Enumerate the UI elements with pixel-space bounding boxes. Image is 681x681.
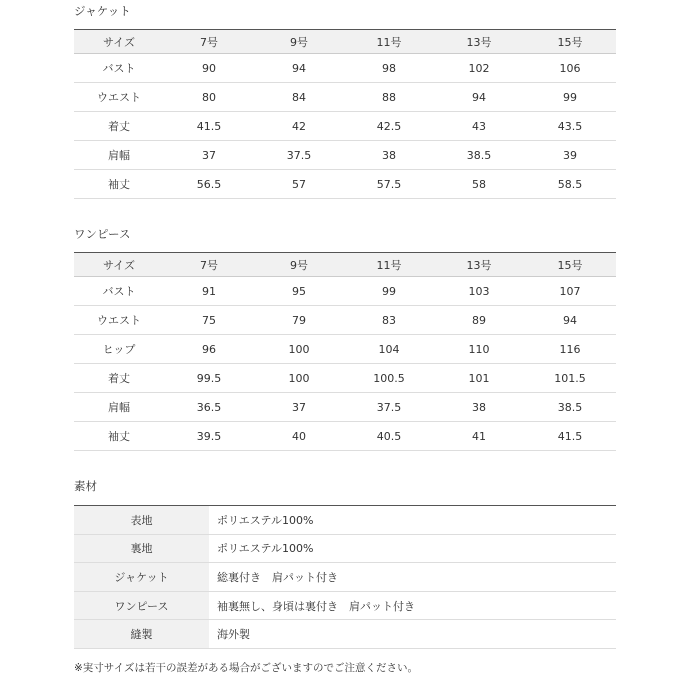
header-cell: 15号 <box>524 30 616 54</box>
row-label: 袖丈 <box>74 170 164 199</box>
cell-value: 103 <box>434 277 524 306</box>
size-disclaimer-note: ※実寸サイズは若干の誤差がある場合がございますのでご注意ください。 <box>74 662 418 674</box>
material-table <box>74 505 616 649</box>
cell-value: 95 <box>254 277 344 306</box>
header-cell: 13号 <box>434 253 524 277</box>
table-row <box>74 422 616 451</box>
cell-value: 36.5 <box>164 393 254 422</box>
cell-value: 57 <box>254 170 344 199</box>
cell-value: 88 <box>344 83 434 112</box>
cell-value: 41 <box>434 422 524 451</box>
table-row <box>74 335 616 364</box>
cell-value: 42 <box>254 112 344 141</box>
cell-value: 41.5 <box>164 112 254 141</box>
cell-value: 41.5 <box>524 422 616 451</box>
onepiece-section-title: ワンピース <box>74 227 131 241</box>
header-cell: 11号 <box>344 253 434 277</box>
header-cell: 13号 <box>434 30 524 54</box>
cell-value: 94 <box>524 306 616 335</box>
cell-value: 106 <box>524 54 616 83</box>
cell-value: 58 <box>434 170 524 199</box>
cell-value: 39 <box>524 141 616 170</box>
table-row <box>74 506 616 535</box>
table-row <box>74 393 616 422</box>
cell-value: 43.5 <box>524 112 616 141</box>
row-label: 表地 <box>74 506 209 535</box>
cell-value: 99 <box>524 83 616 112</box>
material-section-title: 素材 <box>74 479 97 493</box>
cell-value: 94 <box>254 54 344 83</box>
cell-value: 42.5 <box>344 112 434 141</box>
jacket-section-title: ジャケット <box>74 4 131 18</box>
cell-value: 37.5 <box>344 393 434 422</box>
cell-value: 40 <box>254 422 344 451</box>
cell-value: 96 <box>164 335 254 364</box>
cell-value: 104 <box>344 335 434 364</box>
cell-value: 83 <box>344 306 434 335</box>
row-label: ジャケット <box>74 563 209 592</box>
cell-value: 116 <box>524 335 616 364</box>
table-row <box>74 364 616 393</box>
header-cell: サイズ <box>74 30 164 54</box>
cell-value: 海外製 <box>209 620 616 649</box>
cell-value: 袖裏無し、身頃は裏付き 肩パット付き <box>209 591 616 620</box>
cell-value: 37 <box>164 141 254 170</box>
header-cell: 9号 <box>254 30 344 54</box>
row-label: 着丈 <box>74 364 164 393</box>
cell-value: 94 <box>434 83 524 112</box>
row-label: 縫製 <box>74 620 209 649</box>
row-label: 袖丈 <box>74 422 164 451</box>
row-label: ワンピース <box>74 591 209 620</box>
cell-value: 91 <box>164 277 254 306</box>
cell-value: ポリエステル100% <box>209 506 616 535</box>
cell-value: 107 <box>524 277 616 306</box>
table-row <box>74 306 616 335</box>
cell-value: 75 <box>164 306 254 335</box>
cell-value: 99 <box>344 277 434 306</box>
cell-value: 38.5 <box>434 141 524 170</box>
table-row <box>74 277 616 306</box>
cell-value: 89 <box>434 306 524 335</box>
cell-value: 84 <box>254 83 344 112</box>
row-label: ウエスト <box>74 306 164 335</box>
row-label: ウエスト <box>74 83 164 112</box>
row-label: 着丈 <box>74 112 164 141</box>
cell-value: 79 <box>254 306 344 335</box>
header-cell: 7号 <box>164 253 254 277</box>
cell-value: 98 <box>344 54 434 83</box>
row-label: バスト <box>74 54 164 83</box>
cell-value: ポリエステル100% <box>209 534 616 563</box>
cell-value: 39.5 <box>164 422 254 451</box>
onepiece-size-table <box>74 252 616 451</box>
row-label: 裏地 <box>74 534 209 563</box>
row-label: ヒップ <box>74 335 164 364</box>
row-label: バスト <box>74 277 164 306</box>
cell-value: 101 <box>434 364 524 393</box>
header-cell: サイズ <box>74 253 164 277</box>
cell-value: 総裏付き 肩パット付き <box>209 563 616 592</box>
cell-value: 58.5 <box>524 170 616 199</box>
cell-value: 100 <box>254 364 344 393</box>
table-row <box>74 534 616 563</box>
header-cell: 7号 <box>164 30 254 54</box>
row-label: 肩幅 <box>74 393 164 422</box>
cell-value: 99.5 <box>164 364 254 393</box>
table-header-row <box>74 30 616 54</box>
row-label: 肩幅 <box>74 141 164 170</box>
cell-value: 43 <box>434 112 524 141</box>
cell-value: 38.5 <box>524 393 616 422</box>
cell-value: 38 <box>344 141 434 170</box>
cell-value: 56.5 <box>164 170 254 199</box>
table-row <box>74 112 616 141</box>
jacket-size-table <box>74 29 616 199</box>
cell-value: 101.5 <box>524 364 616 393</box>
header-cell: 15号 <box>524 253 616 277</box>
cell-value: 80 <box>164 83 254 112</box>
table-row <box>74 591 616 620</box>
cell-value: 38 <box>434 393 524 422</box>
table-row <box>74 563 616 592</box>
header-cell: 11号 <box>344 30 434 54</box>
cell-value: 110 <box>434 335 524 364</box>
table-row <box>74 141 616 170</box>
cell-value: 90 <box>164 54 254 83</box>
table-row <box>74 83 616 112</box>
cell-value: 40.5 <box>344 422 434 451</box>
cell-value: 57.5 <box>344 170 434 199</box>
cell-value: 100 <box>254 335 344 364</box>
cell-value: 102 <box>434 54 524 83</box>
table-row <box>74 620 616 649</box>
cell-value: 37 <box>254 393 344 422</box>
cell-value: 100.5 <box>344 364 434 393</box>
cell-value: 37.5 <box>254 141 344 170</box>
table-row <box>74 170 616 199</box>
table-row <box>74 54 616 83</box>
table-header-row <box>74 253 616 277</box>
header-cell: 9号 <box>254 253 344 277</box>
